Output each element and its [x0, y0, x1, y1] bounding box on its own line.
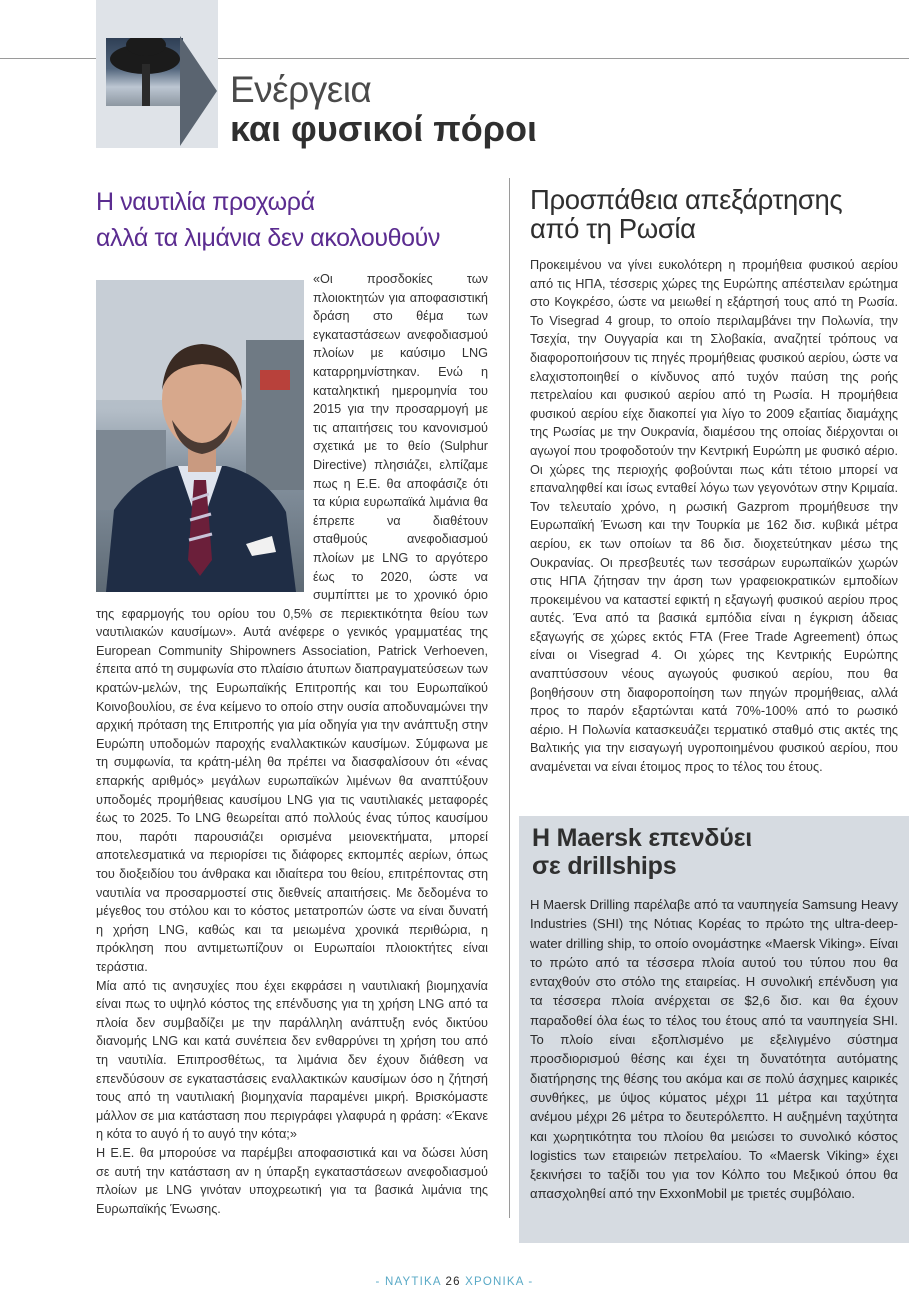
- article-ports-title-line2: αλλά τα λιμάνια δεν ακολουθούν: [96, 224, 441, 252]
- article-maersk-body: Η Maersk Drilling παρέλαβε από τα ναυπηγεία Samsung Heavy Industries (SHI) της Νότιας Κορέας το πρώτο της ultra-deep-water drilling ship, το οποίο ονομάστηκε «Maersk Viking». Είναι το πρώτο από τα τέσσερα πλοία αυτού του τύπου που θα ενταχθούν στο στόλο της εταιρείας. Η συνολική επένδυση για τα τέσσερα πλοία ανέρχεται σε $2,6 δισ. και θα έχουν παραδοθεί όλα έως το τέλος του έτους από τα ναυπηγεία SHI. Το πλοίο είναι εξοπλισμένο με εξελιγμένο σύστημα προσδιορισμού θέσης και έχει τη δυνατότητα αυτόματης διατήρησης της θέσης του ακόμα και σε πολύ άσχημες καιρικές συνθήκες, με ύψος κύματος μέχρι 11 μέτρα και ταχύτητα ανέμου μέχρι 26 μέτρα το δευτερόλεπτο. Η αυξημένη ταχύτητα και χωρητικότητα του πλοίου θα μειώσει το συνολικό κόστος logistics των εταιρειών πετρελαίου. Το «Maersk Viking» έχει ξεκινήσει το ταξίδι του για τον Κόλπο του Μεξικού όπου θα απασχοληθεί από την ExxonMobil με τριετές συμβόλαιο.: [530, 897, 898, 1202]
- article-maersk-title-line1: Η Maersk επενδύει: [532, 824, 753, 852]
- article-ports-title: [96, 184, 440, 256]
- footer-magazine-left: - ΝΑΥΤΙΚΑ: [375, 1276, 442, 1288]
- section-title: [230, 70, 537, 148]
- page-number: 26: [445, 1276, 461, 1288]
- article-russia-body: Προκειμένου να γίνει ευκολότερη η προμήθεια φυσικού αερίου από τις ΗΠΑ, τέσσερις χώρες της Ευρώπης απέστειλαν ερώτημα στο Κογκρέσο, ώστε να μειωθεί η εξάρτησή τους από τη Ρωσία. Το Visegrad 4 group, το οποίο περιλαμβάνει την Πολωνία, την Τσεχία, την Ουγγαρία και τη Σλοβακία, αναζητεί τρόπους να διαφοροποιήσουν τις πηγές προμήθειας φυσικού αερίου, ώστε να ελαχιστοποιηθεί ο κίνδυνος από τυχόν παύση της ροής πετρελαίου και φυσικού αερίου από τη Ρωσία. Η προμήθεια φυσικού αερίου είχε διακοπεί για λίγο το 2009 εξαιτίας διαμάχης της Ρωσίας με την Ουκρανία, διαμέσου της οποίας διέρχονται οι αγωγοί που τροφοδοτούν την Κεντρική Ευρώπη με φυσικό αέριο. Οι χώρες της περιοχής φοβούνται πως κάτι τέτοιο μπορεί να επαναληφθεί και ίσως ενταθεί λόγω των γεγονότων στην Κριμαία. Τον τελευταίο χρόνο, η ρωσική Gazprom προμήθευσε την Ευρωπαϊκή Ένωση και την Τουρκία με 162 δισ. κυβικά μέτρα αερίου, εκ των οποίων τα 86 δισ. διοχετεύτηκαν μέσω της Ουκρανίας. Οι πρεσβευτές των τεσσάρων ευρωπαϊκών χωρών στις ΗΠΑ ζήτησαν την άρση των γραφειοκρατικών εμποδίων προκειμένου να καταστεί εφικτή η εξαγωγή φυσικού αερίου προς αυτές. Ένα από τα βασικά εμπόδια είναι η έγκριση άδειας εξαγωγής σε χώρες εκτός FTA (Free Trade Agreement) όπως είναι οι Visegrad 4. Οι χώρες της Κεντρικής Ευρώπης αναπτύσσουν νέους αγωγούς φυσικού αερίου, που θα βοηθήσουν στη διαφοροποίηση των πηγών προμήθειας, αλλά προς το παρόν εξαρτώνται κατά 70%-100% από το ρωσικό αέριο. Η Πολωνία κατασκευάζει τερματικό σταθμό στις ακτές της Βαλτικής για την εισαγωγή υγροποιημένου φυσικού αερίου, που αναμένεται να είναι έτοιμος προς το τέλος του έτους.: [530, 258, 898, 775]
- article-russia-title-line1: Προσπάθεια απεξάρτησης: [530, 184, 843, 215]
- article-russia-title-line2: από τη Ρωσία: [530, 213, 696, 244]
- article-ports-paragraph: Μία από τις ανησυχίες που έχει εκφράσει η ναυτιλιακή βιομηχανία είναι πως το υψηλό κόστος της επένδυσης για τη χρήση LNG από τα πλοία δεν συμβαδίζει με την παράλληλη ανάπτυξη ενός δικτύου διανομής LNG και κατά συνέπεια δεν ενθαρρύνει τη χρήση του από τη ναυτιλία. Επιπροσθέτως, τα λιμάνια δεν έχουν διάθεση να επενδύσουν σε εγκαταστάσεις εναλλακτικών καυσίμων όσο η ζήτησή τους από τη ναυτιλιακή βιομηχανία παραμένει μικρή. Βρισκόμαστε μάλλον σε μια κατάσταση που περιγράφει γλαφυρά η φράση: «Έκανε η κότα το αυγό ή το αυγό την κότα;»: [96, 978, 488, 1142]
- page-footer: [0, 1276, 909, 1288]
- article-ports-body: [96, 270, 488, 1218]
- column-divider: [509, 178, 510, 1218]
- section-photo-smokestack: [106, 38, 183, 106]
- smokestack: [142, 64, 150, 106]
- article-maersk-title-line2: σε drillships: [532, 852, 677, 880]
- section-title-line2: και φυσικοί πόροι: [230, 108, 538, 149]
- article-maersk-title: [532, 824, 752, 880]
- footer-magazine-right: ΧΡΟΝΙΚΑ -: [465, 1276, 534, 1288]
- article-russia-title: [530, 185, 842, 243]
- photo-float-spacer: [96, 270, 313, 601]
- article-ports-paragraph: Η Ε.Ε. θα μπορούσε να παρέμβει αποφασιστικά και να δώσει λύση σε αυτή την κατάσταση αν η ύπαρξη εγκαταστάσεων ανεφοδιασμού πλοίων με LNG γινόταν υποχρεωτική για τα βασικά λιμάνια της Ευρωπαϊκής Ένωσης.: [96, 1145, 488, 1216]
- article-ports-title-line1: Η ναυτιλία προχωρά: [96, 188, 315, 216]
- header-arrow-icon: [180, 36, 217, 146]
- article-ports-paragraph: «Οι προσδοκίες των πλοιοκτητών για αποφασιστική δράση στο θέμα των εγκαταστάσεων ανεφοδιασμού πλοίων με καύσιμο LNG καταρρημνίστηκαν. Ενώ η καταληκτική ημερομηνία του 2015 για την προσαρμογή με τις απαιτήσεις του κανονισμού σχετικά με το θείο (Sulphur Directive) πλησιάζει, ελπίζαμε πως η Ε.Ε. θα αποφάσιζε ότι τα κύρια ευρωπαϊκά λιμάνια θα έπρεπε να διαθέτουν σταθμούς ανεφοδιασμού πλοίων με LNG το αργότερο έως το 2020, ώστε να συμπίπτει με το χρονικό όριο της εφαρμογής του ορίου του 0,5% σε περιεκτικότητα θείου των ναυτιλιακών καυσίμων». Αυτά ανέφερε ο γενικός γραμματέας της European Community Shipowners Association, Patrick Verhoeven, έπειτα από τη συμφωνία στο πλαίσιο άτυπων διαπραγματεύσεων των κρατών-μελών, της Ευρωπαϊκής Επιτροπής και του Ευρωπαϊκού Κοινοβουλίου, σε ένα κείμενο το οποίο στην ουσία αποδυναμώνει την αρχική πρόταση της Επιτροπής για μία οδηγία για την ανάπτυξη στην Ευρώπη υποδομών παροχής εναλλακτικών καυσίμων. Σύμφωνα με τη συμφωνία, τα κράτη-μέλη θα πρέπει να διασφαλίσουν ότι «ένας επαρκής αριθμός» μεγάλων ευρωπαϊκών λιμένων θα αναπτύξουν υποδομές προμήθειας καυσίμου LNG για τις ναυτιλιακές μεταφορές έως το 2025. Το LNG θεωρείται από πολλούς ένας τύπος καυσίμου που, παρότι παρουσιάζει ορισμένα μειονεκτήματα, μπορεί αποτελεσματικά να περιορίσει τις διάφορες εκπομπές αερίων, όπως του διοξειδίου του άνθρακα και ιδιαίτερα του θείου, επιτρέποντας στη ναυτιλία να προσαρμοστεί στις διεθνείς απαιτήσεις. Με δεδομένα το μέγεθος του στόλου και το κόστος μετατροπών ώστε να είναι δυνατή η χρήση LNG, καθώς και τα μειωμένα χρονικά περιθώρια, η πρόκληση που αντιμετωπίζουν οι Ευρωπαίοι πλοιοκτήτες είναι τεράστια.: [96, 272, 488, 974]
- section-title-line1: Ενέργεια: [230, 69, 372, 110]
